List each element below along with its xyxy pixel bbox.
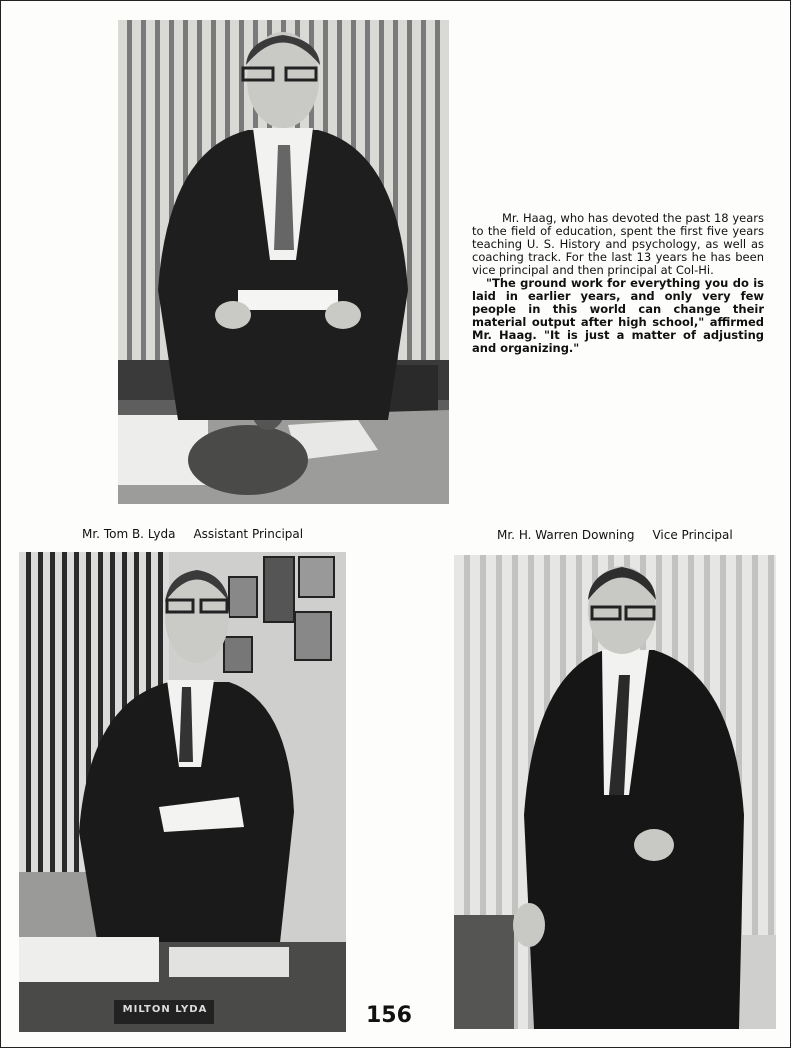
- caption-downing: [497, 528, 733, 542]
- caption-downing-role: Vice Principal: [652, 528, 733, 542]
- caption-downing-name: Mr. H. Warren Downing: [497, 528, 635, 542]
- caption-lyda-role: Assistant Principal: [193, 527, 304, 541]
- caption-lyda: [82, 527, 303, 541]
- caption-lyda-name: Mr. Tom B. Lyda: [82, 527, 176, 541]
- page-number: 156: [366, 1003, 412, 1028]
- bio-paragraph: Mr. Haag, who has devoted the past 18 years to the field of education, spent the first five years teaching U. S. History and psychology, as well as coaching track. For the last 13 years he has been vice principal and then principal at Col-Hi.: [472, 211, 764, 277]
- haag-biography: [472, 212, 764, 355]
- photo-mr-lyda: [19, 552, 346, 1032]
- desk-nameplate: MILTON LYDA: [122, 1004, 208, 1015]
- photo-mr-haag: [118, 20, 449, 504]
- bio-quote: "The ground work for everything you do is laid in earlier years, and only very few people in this world can change their material output after high school," affirmed Mr. Haag. "It is just a matter of adjusting and organizing.": [472, 276, 764, 355]
- photo-mr-downing: [454, 555, 776, 1029]
